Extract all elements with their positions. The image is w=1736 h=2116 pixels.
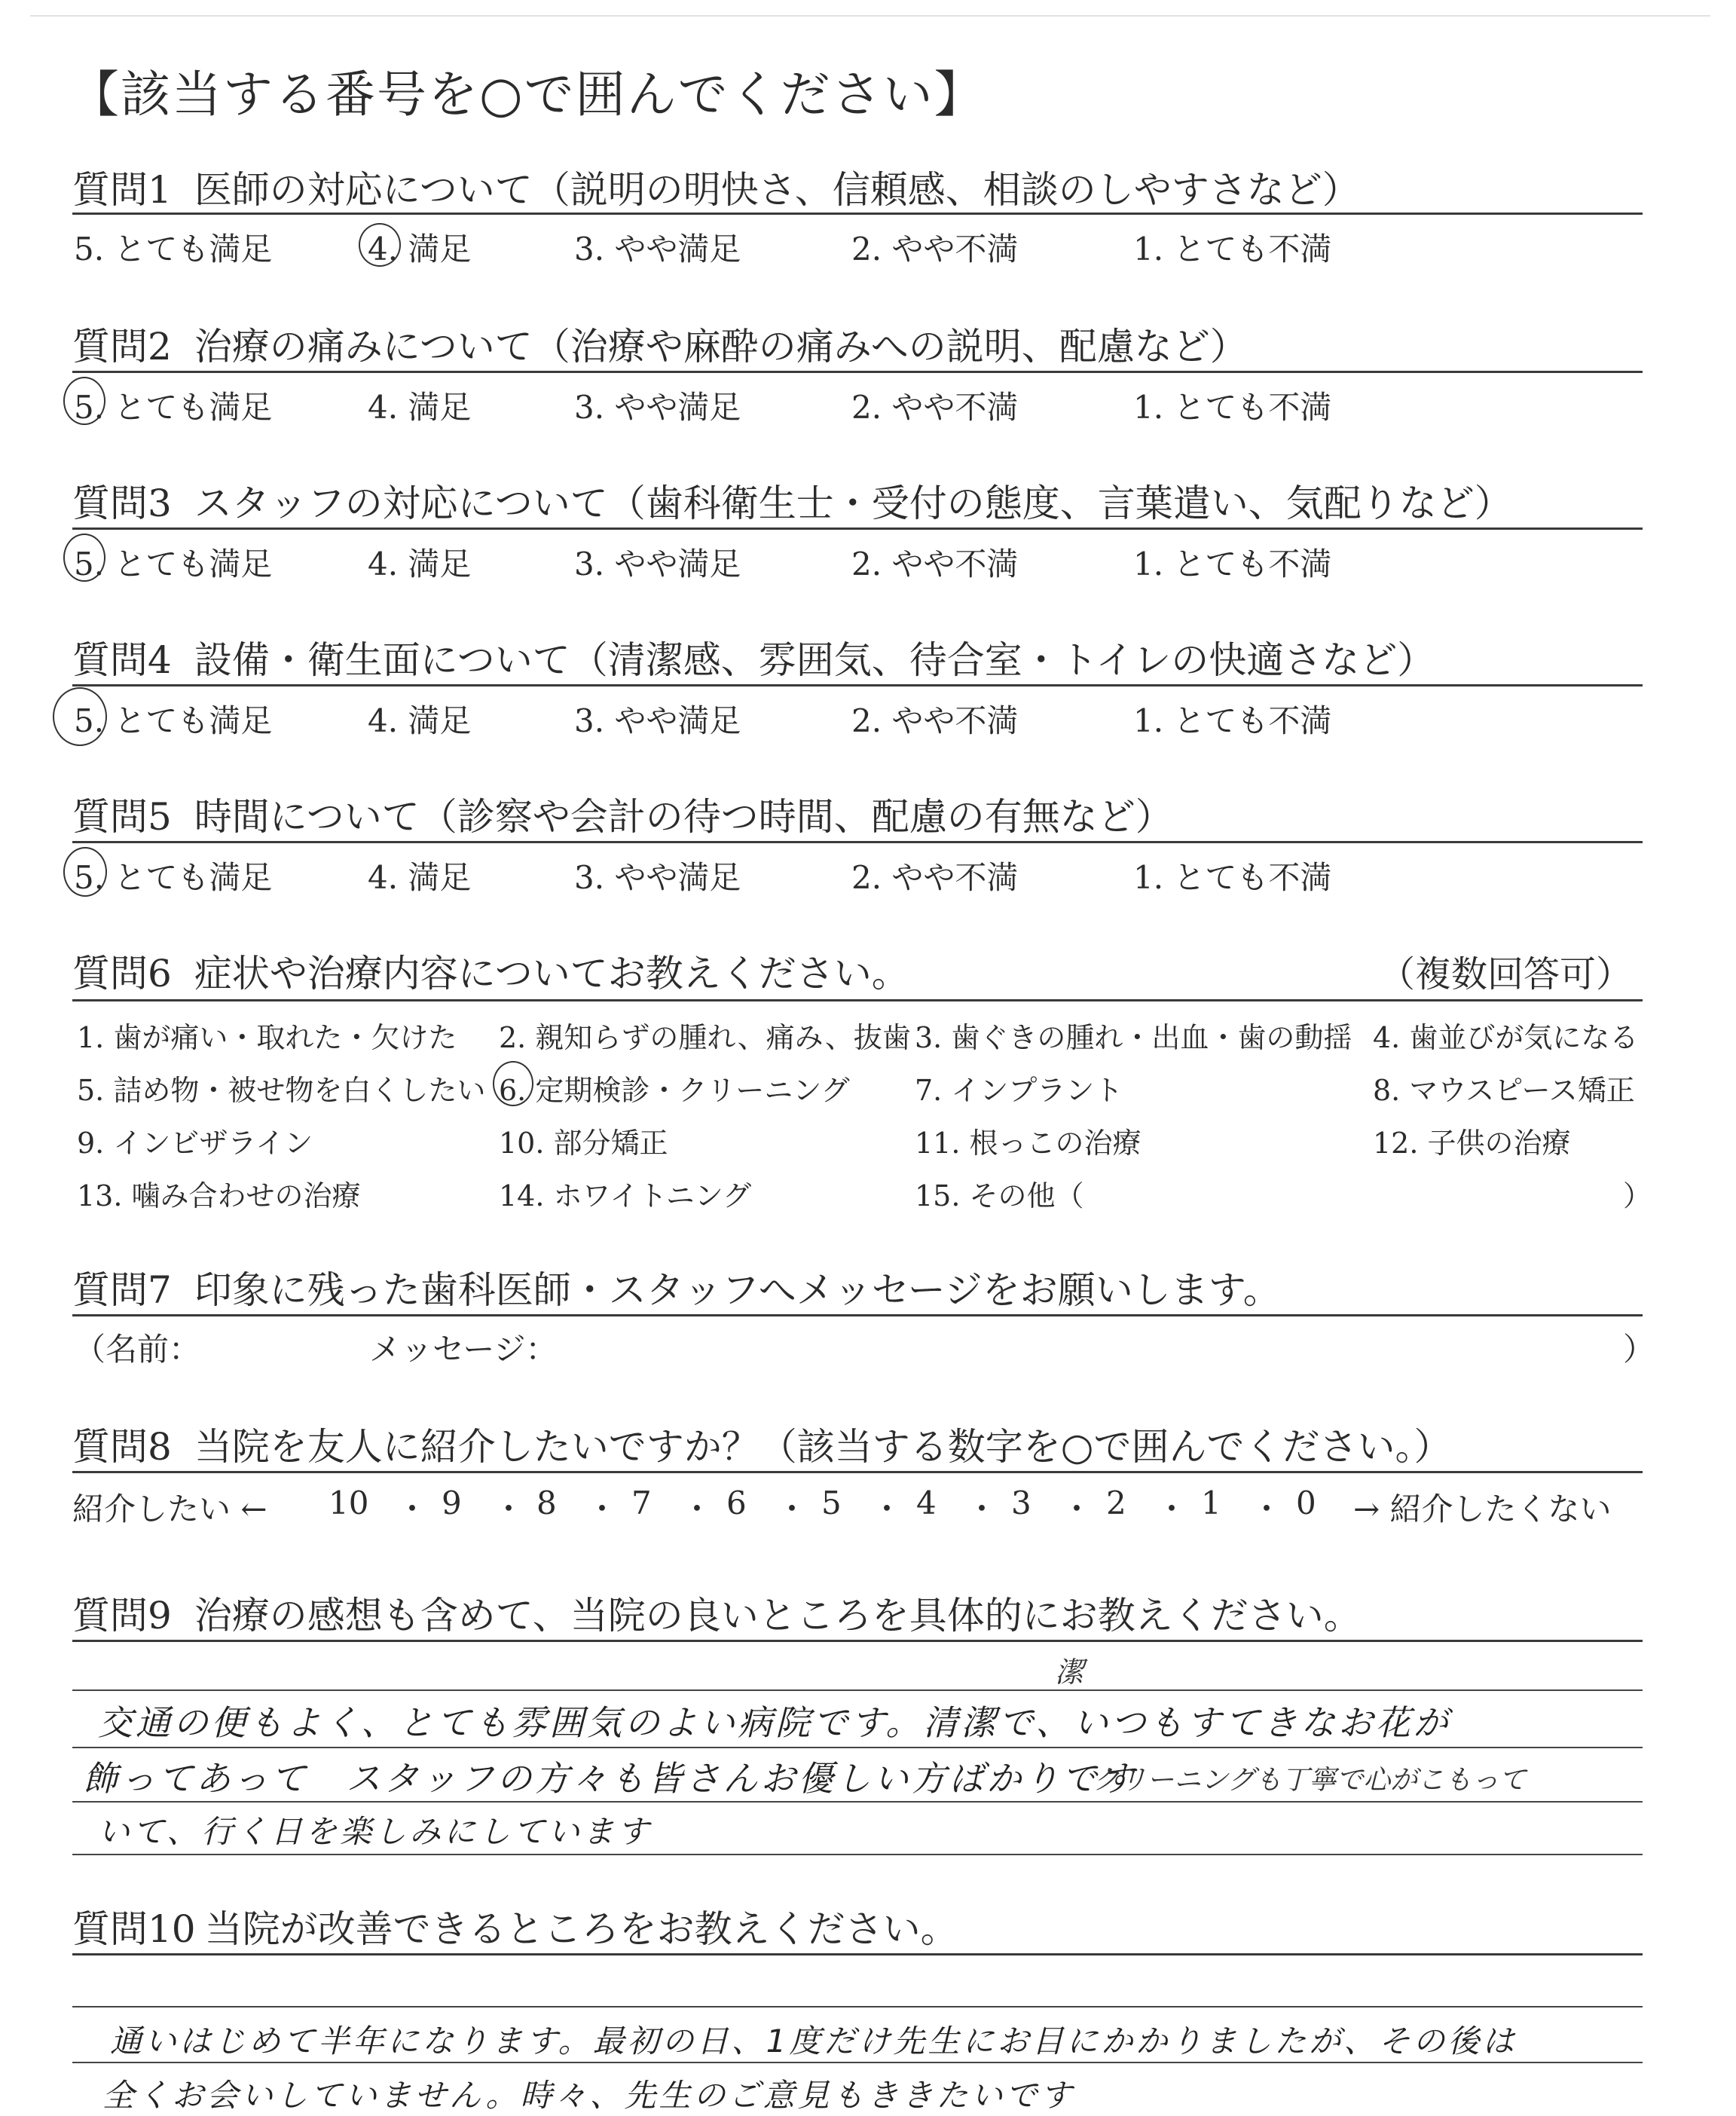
scale-separator: ・ <box>493 1491 525 1527</box>
question-1-rule <box>72 213 1643 215</box>
question-8-heading <box>72 1417 1451 1471</box>
q6-item-2[interactable]: 2. 親知らずの腫れ、痛み、抜歯 <box>499 1021 911 1054</box>
message-field-label: メッセージ： <box>369 1331 558 1368</box>
q5-option-1[interactable]: 1. とても不満 <box>1133 859 1332 896</box>
q6-item-12[interactable]: 12. 子供の治療 <box>1373 1127 1571 1160</box>
question-text: スタッフの対応について（歯科衛生士・受付の態度、言葉遣い、気配りなど） <box>194 482 1512 525</box>
q2-option-2[interactable]: 2. やや不満 <box>851 389 1019 426</box>
question-number: 質問5 <box>72 795 172 839</box>
q1-option-5[interactable]: 5. とても満足 <box>74 231 273 268</box>
scale-0[interactable]: 0 <box>1296 1485 1316 1521</box>
q3-selection-circle <box>63 534 105 582</box>
question-number: 質問10 <box>72 1907 196 1951</box>
q6-other-close-paren: ） <box>1623 1179 1652 1212</box>
handwritten-answer-line-2: 飾ってあって スタッフの方々も皆さんお優しい方ばかりです <box>83 1758 1138 1799</box>
q5-option-3[interactable]: 3. やや満足 <box>574 859 741 896</box>
question-9-rule <box>72 1640 1643 1642</box>
scale-separator: ・ <box>681 1491 714 1527</box>
question-number: 質問9 <box>72 1594 172 1637</box>
q6-item-5[interactable]: 5. 詰め物・被せ物を白くしたい <box>77 1074 486 1107</box>
q1-option-4[interactable]: 4. 満足 <box>368 231 472 268</box>
question-number: 質問7 <box>72 1268 172 1312</box>
q4-option-4[interactable]: 4. 満足 <box>368 702 472 739</box>
scale-2[interactable]: 2 <box>1106 1485 1126 1521</box>
question-number: 質問4 <box>72 638 172 682</box>
question-2-rule <box>72 371 1643 373</box>
question-text: 症状や治療内容についてお教えください。 <box>194 952 909 995</box>
q7-close-paren: ） <box>1623 1331 1655 1368</box>
scale-separator: ・ <box>586 1491 619 1527</box>
q3-option-2[interactable]: 2. やや不満 <box>851 546 1019 583</box>
q3-option-4[interactable]: 4. 満足 <box>368 546 472 583</box>
q6-item-11[interactable]: 11. 根っこの治療 <box>915 1127 1142 1160</box>
scale-6[interactable]: 6 <box>726 1485 747 1521</box>
name-field-label: （名前： <box>74 1331 201 1368</box>
scale-separator: ・ <box>1061 1491 1093 1527</box>
handwritten-improvement-line-1: 通いはじめて半年になります。最初の日、1度だけ先生にお目にかかりましたが、その後は <box>110 2023 1517 2059</box>
q6-item-4[interactable]: 4. 歯並びが気になる <box>1373 1021 1639 1054</box>
question-text: 時間について（診察や会計の待つ時間、配慮の有無など） <box>194 795 1173 839</box>
q6-item-14[interactable]: 14. ホワイトニング <box>499 1179 752 1212</box>
q6-item-7[interactable]: 7. インプラント <box>915 1074 1123 1107</box>
handwritten-answer-line-3: いて、行く日を楽しみにしています <box>98 1813 653 1850</box>
q1-option-2[interactable]: 2. やや不満 <box>851 231 1019 268</box>
question-text: 印象に残った歯科医師・スタッフへメッセージをお願いします。 <box>194 1268 1281 1312</box>
scale-3[interactable]: 3 <box>1011 1485 1032 1521</box>
answer-line <box>72 1747 1643 1748</box>
top-border <box>30 15 1710 17</box>
q3-option-3[interactable]: 3. やや満足 <box>574 546 741 583</box>
q3-option-1[interactable]: 1. とても不満 <box>1133 546 1332 583</box>
q4-option-2[interactable]: 2. やや不満 <box>851 702 1019 739</box>
q4-option-5[interactable]: 5. とても満足 <box>74 702 273 739</box>
question-number: 質問1 <box>72 168 172 212</box>
q2-option-5[interactable]: 5. とても満足 <box>74 389 273 426</box>
scale-separator: ・ <box>1251 1491 1283 1527</box>
question-5-heading <box>72 787 1173 841</box>
scale-5[interactable]: 5 <box>821 1485 842 1521</box>
question-3-heading <box>72 473 1512 527</box>
scale-8[interactable]: 8 <box>536 1485 557 1521</box>
scale-9[interactable]: 9 <box>442 1485 462 1521</box>
question-5-rule <box>72 841 1643 843</box>
answer-line <box>72 2062 1643 2063</box>
q4-selection-circle <box>53 687 107 746</box>
scale-7[interactable]: 7 <box>631 1485 652 1521</box>
question-4-heading <box>72 630 1435 684</box>
handwritten-correction: 潔 <box>1055 1656 1084 1689</box>
question-text: 当院を友人に紹介したいですか？（該当する数字を○で囲んでください。） <box>194 1425 1452 1469</box>
q2-option-3[interactable]: 3. やや満足 <box>574 389 741 426</box>
q4-option-3[interactable]: 3. やや満足 <box>574 702 741 739</box>
question-number: 質問3 <box>72 482 172 525</box>
q6-item-3[interactable]: 3. 歯ぐきの腫れ・出血・歯の動揺 <box>915 1021 1352 1054</box>
q6-item-10[interactable]: 10. 部分矯正 <box>499 1127 668 1160</box>
q6-item-9[interactable]: 9. インビザライン <box>77 1127 313 1160</box>
question-8-rule <box>72 1471 1643 1473</box>
question-text: 設備・衛生面について（清潔感、雰囲気、待合室・トイレの快適さなど） <box>194 638 1435 682</box>
question-9-heading <box>72 1585 1362 1640</box>
scale-separator: ・ <box>871 1491 903 1527</box>
answer-line <box>72 2006 1643 2007</box>
answer-line <box>72 1801 1643 1803</box>
page-title: 【該当する番号を○で囲んでください】 <box>69 66 986 124</box>
q6-item-13[interactable]: 13. 噛み合わせの治療 <box>77 1179 361 1212</box>
q1-option-3[interactable]: 3. やや満足 <box>574 231 741 268</box>
handwritten-improvement-line-2: 全くお会いしていません。時々、先生のご意見もききたいです <box>102 2077 1075 2114</box>
handwritten-answer-line-1: 交通の便もよく、とても雰囲気のよい病院です。清潔で、いつもすてきなお花が <box>98 1702 1451 1743</box>
answer-line <box>72 1854 1643 1855</box>
question-1-heading <box>72 160 1360 214</box>
scale-separator: ・ <box>776 1491 808 1527</box>
scale-separator: ・ <box>966 1491 998 1527</box>
q6-selection-circle <box>493 1061 533 1106</box>
question-text: 医師の対応について（説明の明快さ、信頼感、相談のしやすさなど） <box>194 168 1360 212</box>
handwritten-answer-inline: クリーニングも丁寧で心がこもって <box>1093 1765 1527 1796</box>
q2-option-1[interactable]: 1. とても不満 <box>1133 389 1332 426</box>
question-text: 治療の感想も含めて、当院の良いところを具体的にお教えください。 <box>194 1594 1362 1637</box>
q4-option-1[interactable]: 1. とても不満 <box>1133 702 1332 739</box>
question-2-heading <box>72 316 1248 371</box>
q2-option-4[interactable]: 4. 満足 <box>368 389 472 426</box>
question-3-rule <box>72 527 1643 530</box>
scale-separator: ・ <box>1156 1491 1188 1527</box>
question-7-heading <box>72 1260 1281 1314</box>
q5-option-4[interactable]: 4. 満足 <box>368 859 472 896</box>
question-number: 質問6 <box>72 952 172 995</box>
q5-option-5[interactable]: 5. とても満足 <box>74 859 273 896</box>
question-10-heading <box>72 1899 958 1953</box>
q2-selection-circle <box>63 377 105 425</box>
answer-line <box>72 1689 1643 1691</box>
q5-selection-circle <box>63 847 107 897</box>
scale-10[interactable]: 10 <box>329 1485 369 1521</box>
q3-option-5[interactable]: 5. とても満足 <box>74 546 273 583</box>
recommend-left-label: 紹介したい ← <box>72 1491 267 1527</box>
scale-4[interactable]: 4 <box>916 1485 937 1521</box>
q6-item-1[interactable]: 1. 歯が痛い・取れた・欠けた <box>77 1021 457 1054</box>
q1-selection-circle <box>359 223 401 267</box>
question-text: 当院が改善できるところをお教えください。 <box>204 1907 958 1951</box>
question-10-rule <box>72 1953 1643 1955</box>
scale-separator: ・ <box>396 1491 429 1527</box>
q6-item-15[interactable]: 15. その他（ <box>915 1179 1084 1212</box>
recommend-right-label: → 紹介したくない <box>1353 1491 1612 1527</box>
q6-item-6[interactable]: 6. 定期検診・クリーニング <box>499 1074 850 1107</box>
multiple-answers-note: （複数回答可） <box>1379 953 1633 995</box>
question-7-rule <box>72 1314 1643 1316</box>
q6-item-8[interactable]: 8. マウスピース矯正 <box>1373 1074 1635 1107</box>
question-number: 質問2 <box>72 325 172 368</box>
question-number: 質問8 <box>72 1425 172 1469</box>
question-6-heading <box>72 943 909 998</box>
scale-1[interactable]: 1 <box>1201 1485 1221 1521</box>
question-4-rule <box>72 684 1643 686</box>
q1-option-1[interactable]: 1. とても不満 <box>1133 231 1332 268</box>
question-text: 治療の痛みについて（治療や麻酔の痛みへの説明、配慮など） <box>194 325 1248 368</box>
question-6-rule <box>72 999 1643 1001</box>
q5-option-2[interactable]: 2. やや不満 <box>851 859 1019 896</box>
